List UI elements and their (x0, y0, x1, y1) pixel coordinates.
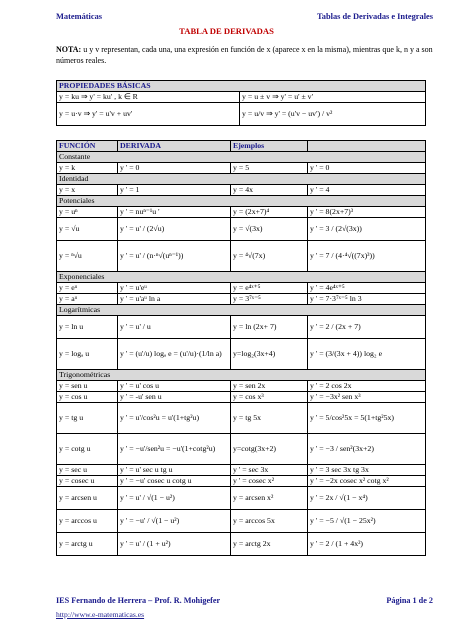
page-footer (56, 596, 433, 605)
table-header-row (56, 140, 426, 151)
table-cell: y ' = 2 / (1 + 4x²) (310, 539, 364, 548)
basic-properties-heading: PROPIEDADES BÁSICAS (56, 80, 426, 91)
table-cell: y = 5 (231, 163, 308, 173)
table-cell: y ' = u' / u (118, 316, 231, 338)
table-cell: y = u/v ⇒ y' = (u'v − uv') / v² (242, 109, 333, 118)
table-cell: y = cos u (57, 392, 118, 402)
table-row (56, 282, 426, 293)
section-heading: Exponenciales (56, 271, 426, 282)
table-cell: y = aᵘ (57, 294, 118, 304)
table-cell: y ' = −3 / sen²(3x+2) (310, 444, 374, 453)
table-cell: y = arccos 5x (231, 510, 308, 532)
table-row (56, 240, 426, 271)
table-cell: y=log₂(3x+4) (231, 339, 308, 369)
table-row (56, 532, 426, 556)
table-cell: y ' = 7·3⁷ˣ⁻⁵ ln 3 (310, 294, 362, 303)
table-cell: y ' = 2x / √(1 − x⁴) (310, 493, 368, 502)
table-cell: y ' = 5/cos²5x = 5(1+tg²5x) (310, 413, 395, 422)
table-row (56, 380, 426, 391)
table-cell: y ' = 7 / (4·⁴√((7x)³)) (310, 251, 375, 260)
table-cell: y ' = u'/cos²u = u'(1+tg²u) (118, 403, 231, 433)
footer-author: IES Fernando de Herrera – Prof. R. Mohigefer (56, 596, 221, 605)
table-cell: y ' = u' / (2√u) (118, 218, 231, 240)
table-cell: y ' = 1 (118, 185, 231, 195)
table-cell: y = ku ⇒ y' = ku' , k ∈ R (57, 92, 240, 102)
note (56, 44, 436, 66)
table-cell: y = cos x³ (231, 392, 308, 402)
table-cell: y ' = −u' cosec u cotg u (118, 476, 231, 486)
table-cell: y = 4x (231, 185, 308, 195)
section-heading: Logarítmicas (56, 304, 426, 315)
table-row (56, 217, 426, 240)
footer-link[interactable]: http://www.e-matematicas.es (56, 610, 145, 619)
table-cell: y ' = −2x cosec x² cotg x² (310, 476, 389, 485)
table-cell: y ' = u'aᵘ ln a (118, 294, 231, 304)
table-cell: y = tg u (57, 403, 118, 433)
header-funcion: FUNCIÓN (57, 141, 118, 151)
header-ejemplos: Ejemplos (231, 141, 308, 151)
table-cell: y = u·v ⇒ y' = u'v + uv' (57, 103, 240, 125)
table-cell: y ' = −3x² sen x³ (310, 392, 361, 401)
table-cell: y = 3⁷ˣ⁻⁵ (231, 294, 308, 304)
header-subject: Matemáticas (56, 12, 103, 21)
table-row (56, 338, 426, 369)
table-cell: y ' = cosec x² (231, 476, 308, 486)
table-cell: y = ⁿ√u (57, 241, 118, 271)
table-cell: y ' = u' / (1 + u²) (118, 533, 231, 555)
table-row (56, 293, 426, 304)
table-row (56, 162, 426, 173)
table-cell: y ' = 0 (310, 163, 330, 172)
table-cell: y = cosec u (57, 476, 118, 486)
table-cell: y = logₐ u (57, 339, 118, 369)
table-cell: y ' = 8(2x+7)³ (310, 207, 354, 216)
table-cell: y ' = 4 (310, 185, 330, 194)
table-row (56, 433, 426, 464)
table-cell: y = sen u (57, 381, 118, 391)
table-row (56, 184, 426, 195)
table-cell: y ' = (3/(3x + 4)) log₂ e (310, 349, 383, 358)
header-blank (308, 141, 425, 151)
note-text: u y v representan, cada una, una expresión en función de x (aparece x en la misma), mientras que k, n y a son números reales. (56, 45, 433, 65)
page-title: TABLA DE DERIVADAS (179, 26, 274, 36)
table-cell: y = arctg 2x (231, 533, 308, 555)
table-row (56, 391, 426, 402)
table-cell: y ' = u' / (n·ⁿ√(uⁿ⁻¹)) (118, 241, 231, 271)
table-cell: y ' = -u' sen u (118, 392, 231, 402)
basic-properties-table (56, 80, 426, 126)
table-row (56, 315, 426, 338)
table-cell: y = e⁴ˣ⁺⁵ (231, 283, 308, 293)
page-header (56, 12, 433, 21)
table-cell: y ' = u' / √(1 − u²) (118, 487, 231, 509)
table-cell: y = ⁴√(7x) (231, 241, 308, 271)
table-cell: y ' = nuⁿ⁻¹u ' (118, 207, 231, 217)
table-cell: y ' = −u'/sen²u = −u'(1+cotg²u) (118, 434, 231, 464)
header-derivada: DERIVADA (118, 141, 231, 151)
table-row (56, 102, 426, 126)
table-cell: y ' = u'eᵘ (118, 283, 231, 293)
table-cell: y = arcsen x² (231, 487, 308, 509)
table-cell: y ' = u' sec u tg u (118, 465, 231, 475)
table-cell: y = ln (2x+ 7) (231, 316, 308, 338)
table-cell: y ' = 3 sec 3x tg 3x (310, 465, 369, 474)
table-cell: y ' = (u'/u) logₐ e = (u'/u)·(1/ln a) (118, 339, 231, 369)
table-cell: y = arccos u (57, 510, 118, 532)
header-topic: Tablas de Derivadas e Integrales (316, 12, 433, 21)
table-cell: y ' = 0 (118, 163, 231, 173)
section-heading: Constante (56, 151, 426, 162)
table-cell: y = arcsen u (57, 487, 118, 509)
table-cell: y=cotg(3x+2) (231, 434, 308, 464)
table-row (56, 206, 426, 217)
table-cell: y = u ± v ⇒ y' = u' ± v' (242, 92, 313, 101)
table-cell: y ' = −u' / √(1 − u²) (118, 510, 231, 532)
table-cell: y ' = u' cos u (118, 381, 231, 391)
table-cell: y = uⁿ (57, 207, 118, 217)
table-cell: y ' = 4e⁴ˣ⁺⁵ (310, 283, 345, 292)
table-cell: y = x (57, 185, 118, 195)
table-cell: y = √(3x) (231, 218, 308, 240)
table-cell: y ' = −5 / √(1 − 25x²) (310, 516, 376, 525)
table-cell: y = cotg u (57, 434, 118, 464)
table-row (56, 486, 426, 509)
table-row (56, 402, 426, 433)
table-row (56, 464, 426, 475)
table-cell: y ' = 2 cos 2x (310, 381, 352, 390)
table-cell: y ' = sec 3x (231, 465, 308, 475)
table-cell: y = k (57, 163, 118, 173)
table-cell: y = ln u (57, 316, 118, 338)
table-cell: y ' = 2 / (2x + 7) (310, 322, 361, 331)
table-cell: y = (2x+7)⁴ (231, 207, 308, 217)
table-cell: y = eᵘ (57, 283, 118, 293)
footer-page: Página 1 de 2 (386, 596, 433, 605)
table-cell: y ' = 3 / (2√(3x)) (310, 224, 362, 233)
table-cell: y = arctg u (57, 533, 118, 555)
section-heading: Identidad (56, 173, 426, 184)
table-row (56, 509, 426, 532)
section-heading: Trigonométricas (56, 369, 426, 380)
table-cell: y = tg 5x (231, 403, 308, 433)
note-label: NOTA: (56, 45, 82, 54)
table-cell: y = sen 2x (231, 381, 308, 391)
derivatives-table (56, 140, 426, 556)
table-cell: y = √u (57, 218, 118, 240)
section-heading: Potenciales (56, 195, 426, 206)
table-cell: y = sec u (57, 465, 118, 475)
table-row (56, 91, 426, 102)
table-row (56, 475, 426, 486)
